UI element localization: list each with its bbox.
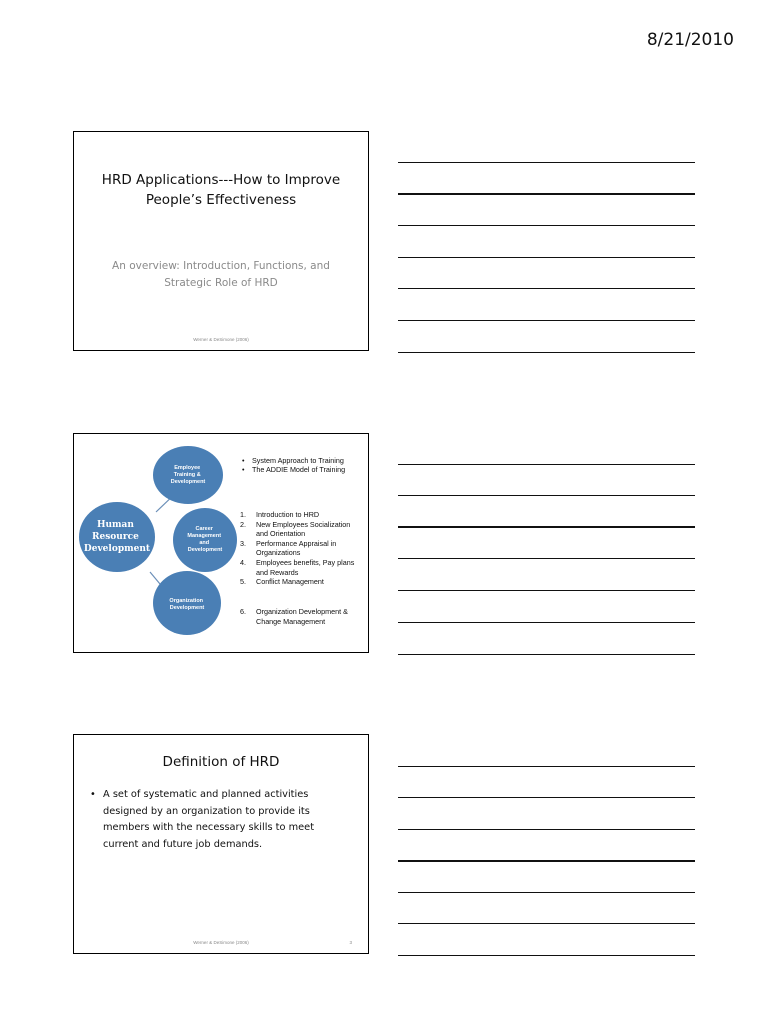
svg-text:Employee Training & — [171, 465, 206, 485]
slide-1-title: HRD Applications---How to Improve People’s Effectiveness — [101, 172, 341, 208]
note-line — [398, 495, 695, 496]
slide-3-footer: Werner & DeSimone (2006) — [193, 940, 249, 945]
bullet-icon: • — [90, 789, 96, 800]
center-label-3: Development — [83, 544, 151, 554]
slide-3-bullet — [90, 787, 352, 853]
list-item: 5. Conflict Management — [240, 577, 324, 587]
slide-2-topic-list-continued — [240, 607, 362, 626]
top-label-1: Employee — [174, 465, 201, 471]
top-label-2: Training & — [173, 472, 201, 478]
slide-2-topic-list — [240, 510, 362, 587]
note-line — [398, 464, 695, 465]
slide-1-thumbnail — [73, 131, 369, 351]
list-item: 6. Organization Development & Change Management — [240, 607, 348, 626]
note-line — [398, 590, 695, 591]
note-line — [398, 193, 695, 195]
list-item: 1. Introduction to HRD — [240, 510, 320, 519]
middle-label-1: Career — [195, 526, 213, 532]
svg-text:Organization Development — [169, 598, 204, 611]
middle-label-3: and — [199, 540, 210, 546]
slide-1-subtitle: An overview: Introduction, Functions, and Strategic Role of HRD — [112, 260, 330, 289]
note-line — [398, 892, 695, 893]
slide-2-bullet-list — [240, 456, 345, 474]
note-line — [398, 288, 695, 289]
note-line — [398, 558, 695, 559]
note-line — [398, 860, 695, 862]
note-line — [398, 955, 695, 956]
note-line — [398, 797, 695, 798]
top-label-3: Development — [170, 479, 206, 485]
center-label-1: Human — [96, 520, 134, 530]
note-line — [398, 225, 695, 226]
slide-2-thumbnail — [73, 433, 369, 653]
note-line — [398, 352, 695, 353]
note-line — [398, 923, 695, 924]
print-date: 8/21/2010 — [646, 30, 734, 50]
bottom-label-1: Organization — [169, 598, 204, 604]
list-item: • System Approach to Training — [240, 456, 345, 465]
slide-3-page-number: 3 — [349, 940, 352, 945]
middle-label-4: Development — [187, 547, 223, 553]
note-line — [398, 320, 695, 321]
list-item: 2. New Employees Socialization and Orientation — [240, 519, 351, 539]
slide-3-bullet-text: A set of systematic and planned activities designed by an organization to provide its members with the necessary skills to meet current and future job demands. — [103, 789, 315, 850]
slide-1-footer: Werner & DeSimone (2006) — [193, 337, 249, 342]
note-line — [398, 829, 695, 830]
note-line — [398, 526, 695, 528]
center-label-2: Resource — [92, 532, 139, 542]
list-item: 4. Employees benefits, Pay plans and Rewards — [240, 557, 355, 577]
slide-3-title: Definition of HRD — [162, 754, 280, 770]
note-line — [398, 162, 695, 163]
list-item: • The ADDIE Model of Training — [240, 465, 345, 474]
list-item: 3. Performance Appraisal in Organizations — [240, 538, 337, 558]
bottom-label-2: Development — [169, 605, 205, 611]
note-line — [398, 654, 695, 655]
note-line — [398, 622, 695, 623]
middle-label-2: Management — [187, 533, 222, 539]
note-line — [398, 257, 695, 258]
note-line — [398, 766, 695, 767]
slide-3-thumbnail — [73, 734, 369, 954]
